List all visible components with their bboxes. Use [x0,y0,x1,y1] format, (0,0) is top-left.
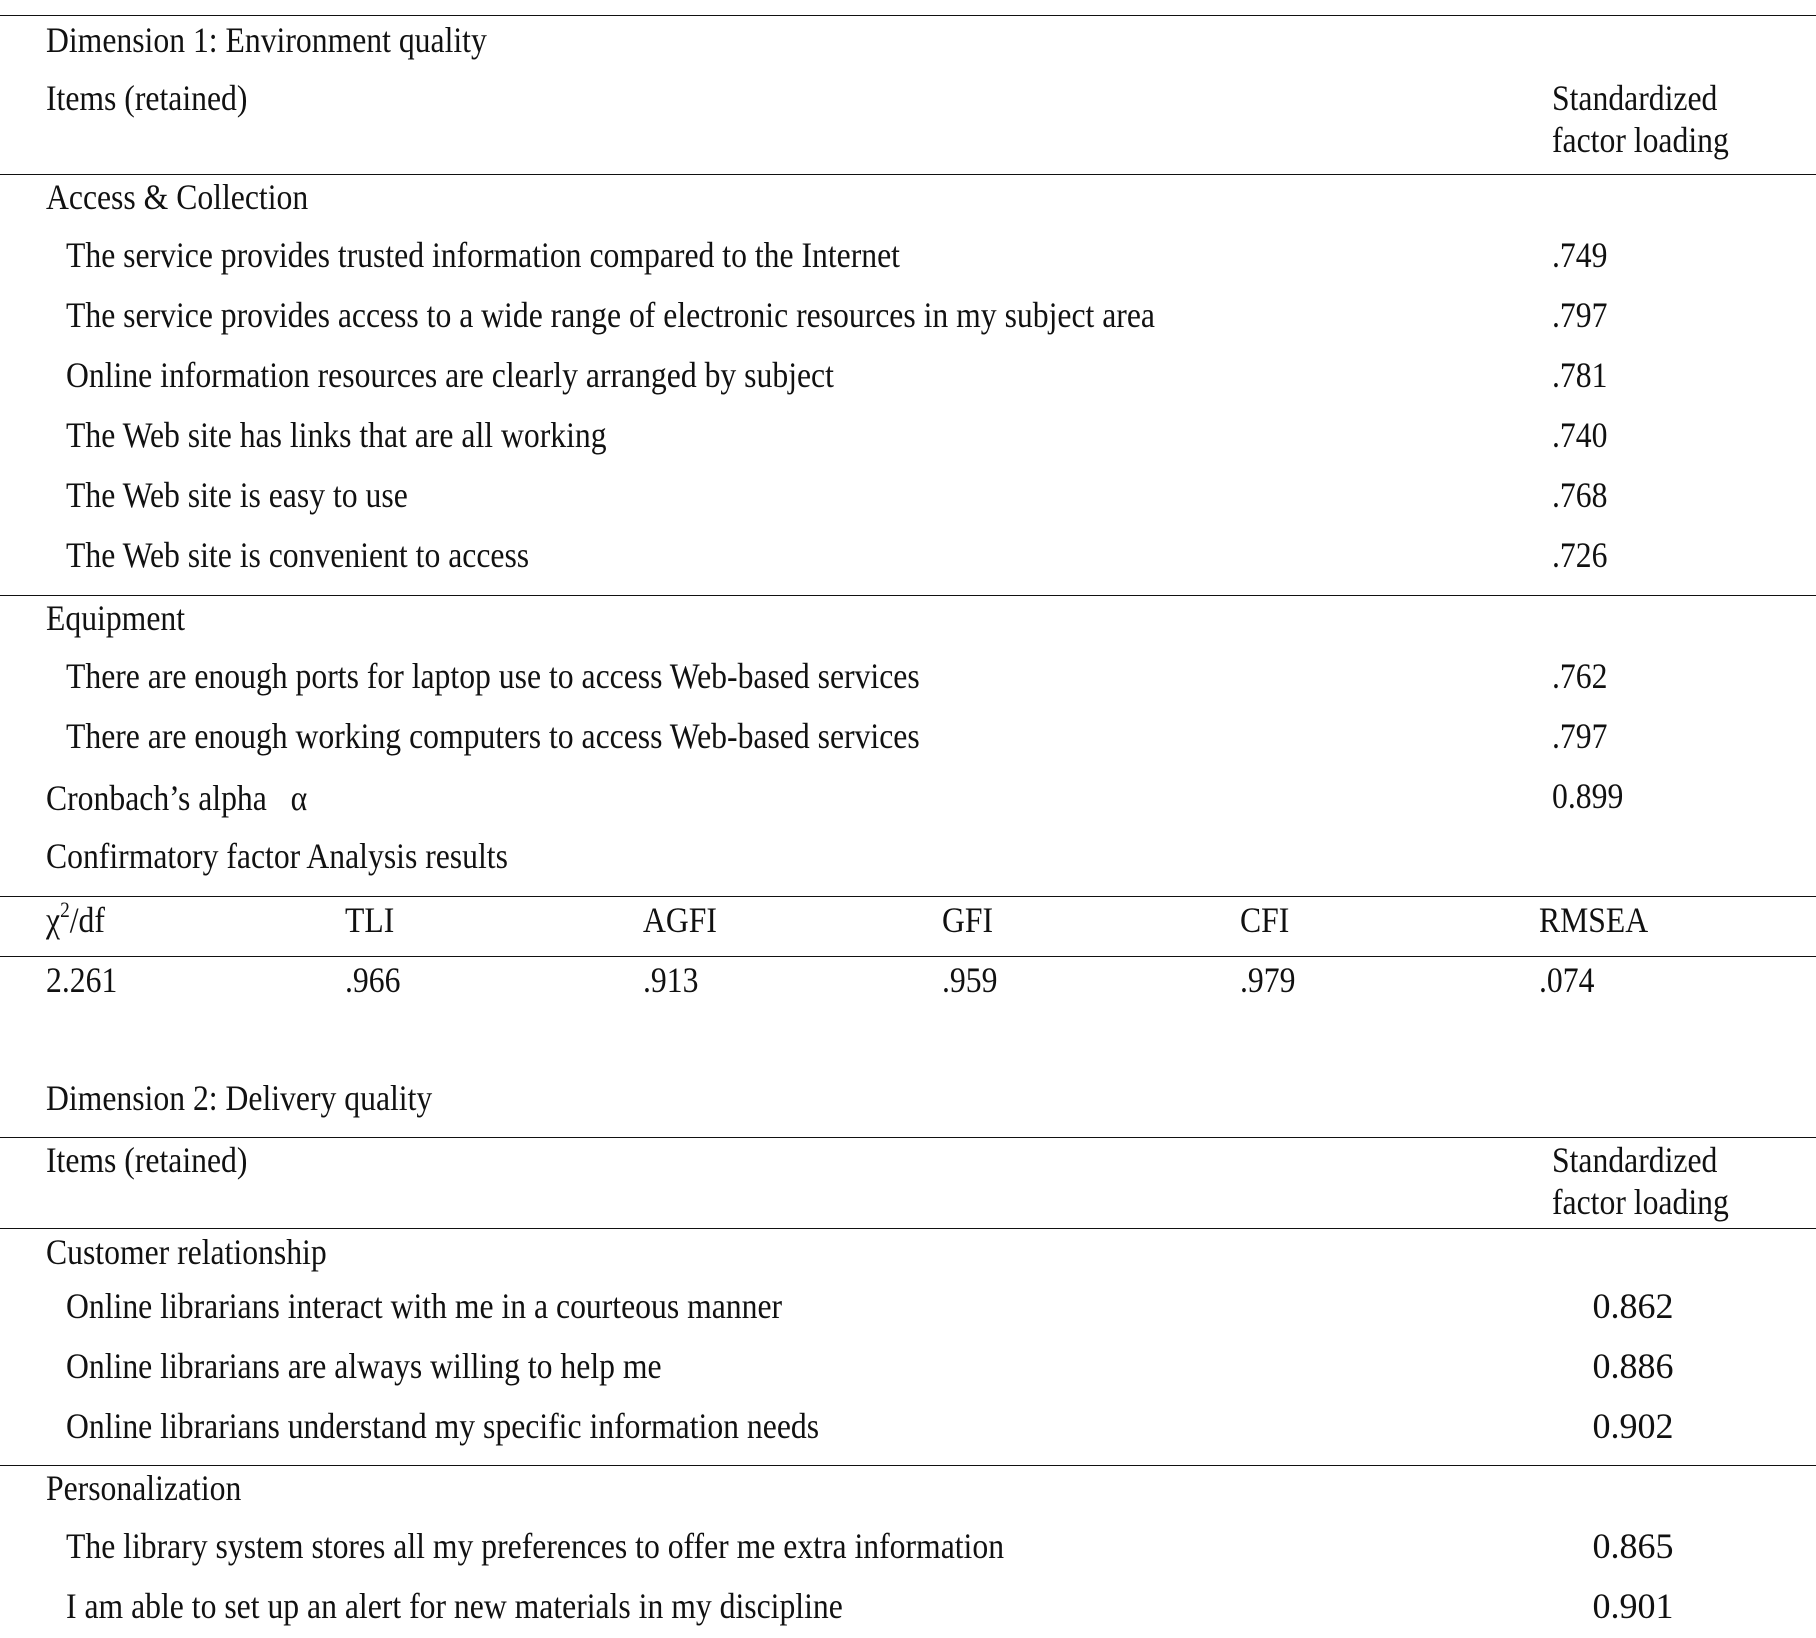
loading-value: .749 [1552,235,1608,275]
fit-header-agfi: AGFI [643,900,717,940]
cfa-label: Confirmatory factor Analysis results [46,836,508,876]
top-rule [0,15,1816,16]
fit-value-tli: .966 [345,960,401,1000]
loading-value: 0.862 [1592,1286,1674,1326]
dimension-title: Dimension 1: Environment quality [46,20,487,60]
fit-value-chi-df: 2.261 [46,960,118,1000]
loading-value: .797 [1552,295,1608,335]
fit-top-rule [0,896,1816,897]
item-text: The Web site has links that are all working [66,415,607,455]
group-label: Personalization [46,1468,242,1508]
fit-header-cfi: CFI [1240,900,1290,940]
loading-value: .726 [1552,535,1608,575]
loading-value: 0.886 [1592,1346,1674,1386]
chi-df-text: /df [69,900,105,940]
item-text: Online librarians interact with me in a courteous manner [66,1286,783,1326]
item-text: I am able to set up an alert for new materials in my discipline [66,1586,843,1626]
item-text: There are enough ports for laptop use to access Web-based services [66,656,920,696]
items-header: Items (retained) [46,78,248,118]
item-text: The service provides trusted information compared to the Internet [66,235,900,275]
cronbach-alpha-label [46,780,307,816]
dim2-top-rule [0,1137,1816,1138]
item-text: Online information resources are clearly arranged by subject [66,355,834,395]
fit-value-gfi: .959 [942,960,998,1000]
item-text: There are enough working computers to access Web-based services [66,716,920,756]
fit-header-gfi: GFI [942,900,994,940]
item-text: The service provides access to a wide range of electronic resources in my subject area [66,295,1155,335]
item-text: Online librarians are always willing to help me [66,1346,662,1386]
loading-value: 0.902 [1592,1406,1674,1446]
loading-value: .797 [1552,716,1608,756]
loading-header-line2: factor loading [1552,120,1729,160]
items-header: Items (retained) [46,1140,248,1180]
chi-symbol: χ [46,900,61,940]
group-rule [0,595,1816,596]
loading-value: .781 [1552,355,1608,395]
item-text: Online librarians understand my specific information needs [66,1406,820,1446]
dim2-header-rule [0,1228,1816,1229]
loading-header-line2: factor loading [1552,1182,1729,1222]
header-rule [0,174,1816,175]
chi-superscript: 2 [60,897,70,922]
loading-value: .762 [1552,656,1608,696]
alpha-label-text: Cronbach’s alpha [46,778,267,818]
alpha-value: 0.899 [1552,776,1624,816]
fit-value-agfi: .913 [643,960,699,1000]
group-label: Customer relationship [46,1232,327,1272]
item-text: The Web site is easy to use [66,475,408,515]
loading-value: 0.901 [1592,1586,1674,1626]
dimension-title: Dimension 2: Delivery quality [46,1078,433,1118]
fit-value-rmsea: .074 [1539,960,1595,1000]
fit-value-cfi: .979 [1240,960,1296,1000]
loading-header-line1: Standardized [1552,78,1718,118]
loading-value: 0.865 [1592,1526,1674,1566]
alpha-symbol: α [290,778,308,818]
group-label: Equipment [46,598,186,638]
fit-mid-rule [0,956,1816,957]
loading-value: .768 [1552,475,1608,515]
fit-header-rmsea: RMSEA [1539,900,1649,940]
group-label: Access & Collection [46,177,309,217]
item-text: The library system stores all my preferences to offer me extra information [66,1526,1005,1566]
fit-header-tli: TLI [345,900,395,940]
fit-header-chi-df [46,897,105,940]
dim2-group-rule [0,1465,1816,1466]
loading-value: .740 [1552,415,1608,455]
item-text: The Web site is convenient to access [66,535,530,575]
loading-header-line1: Standardized [1552,1140,1718,1180]
